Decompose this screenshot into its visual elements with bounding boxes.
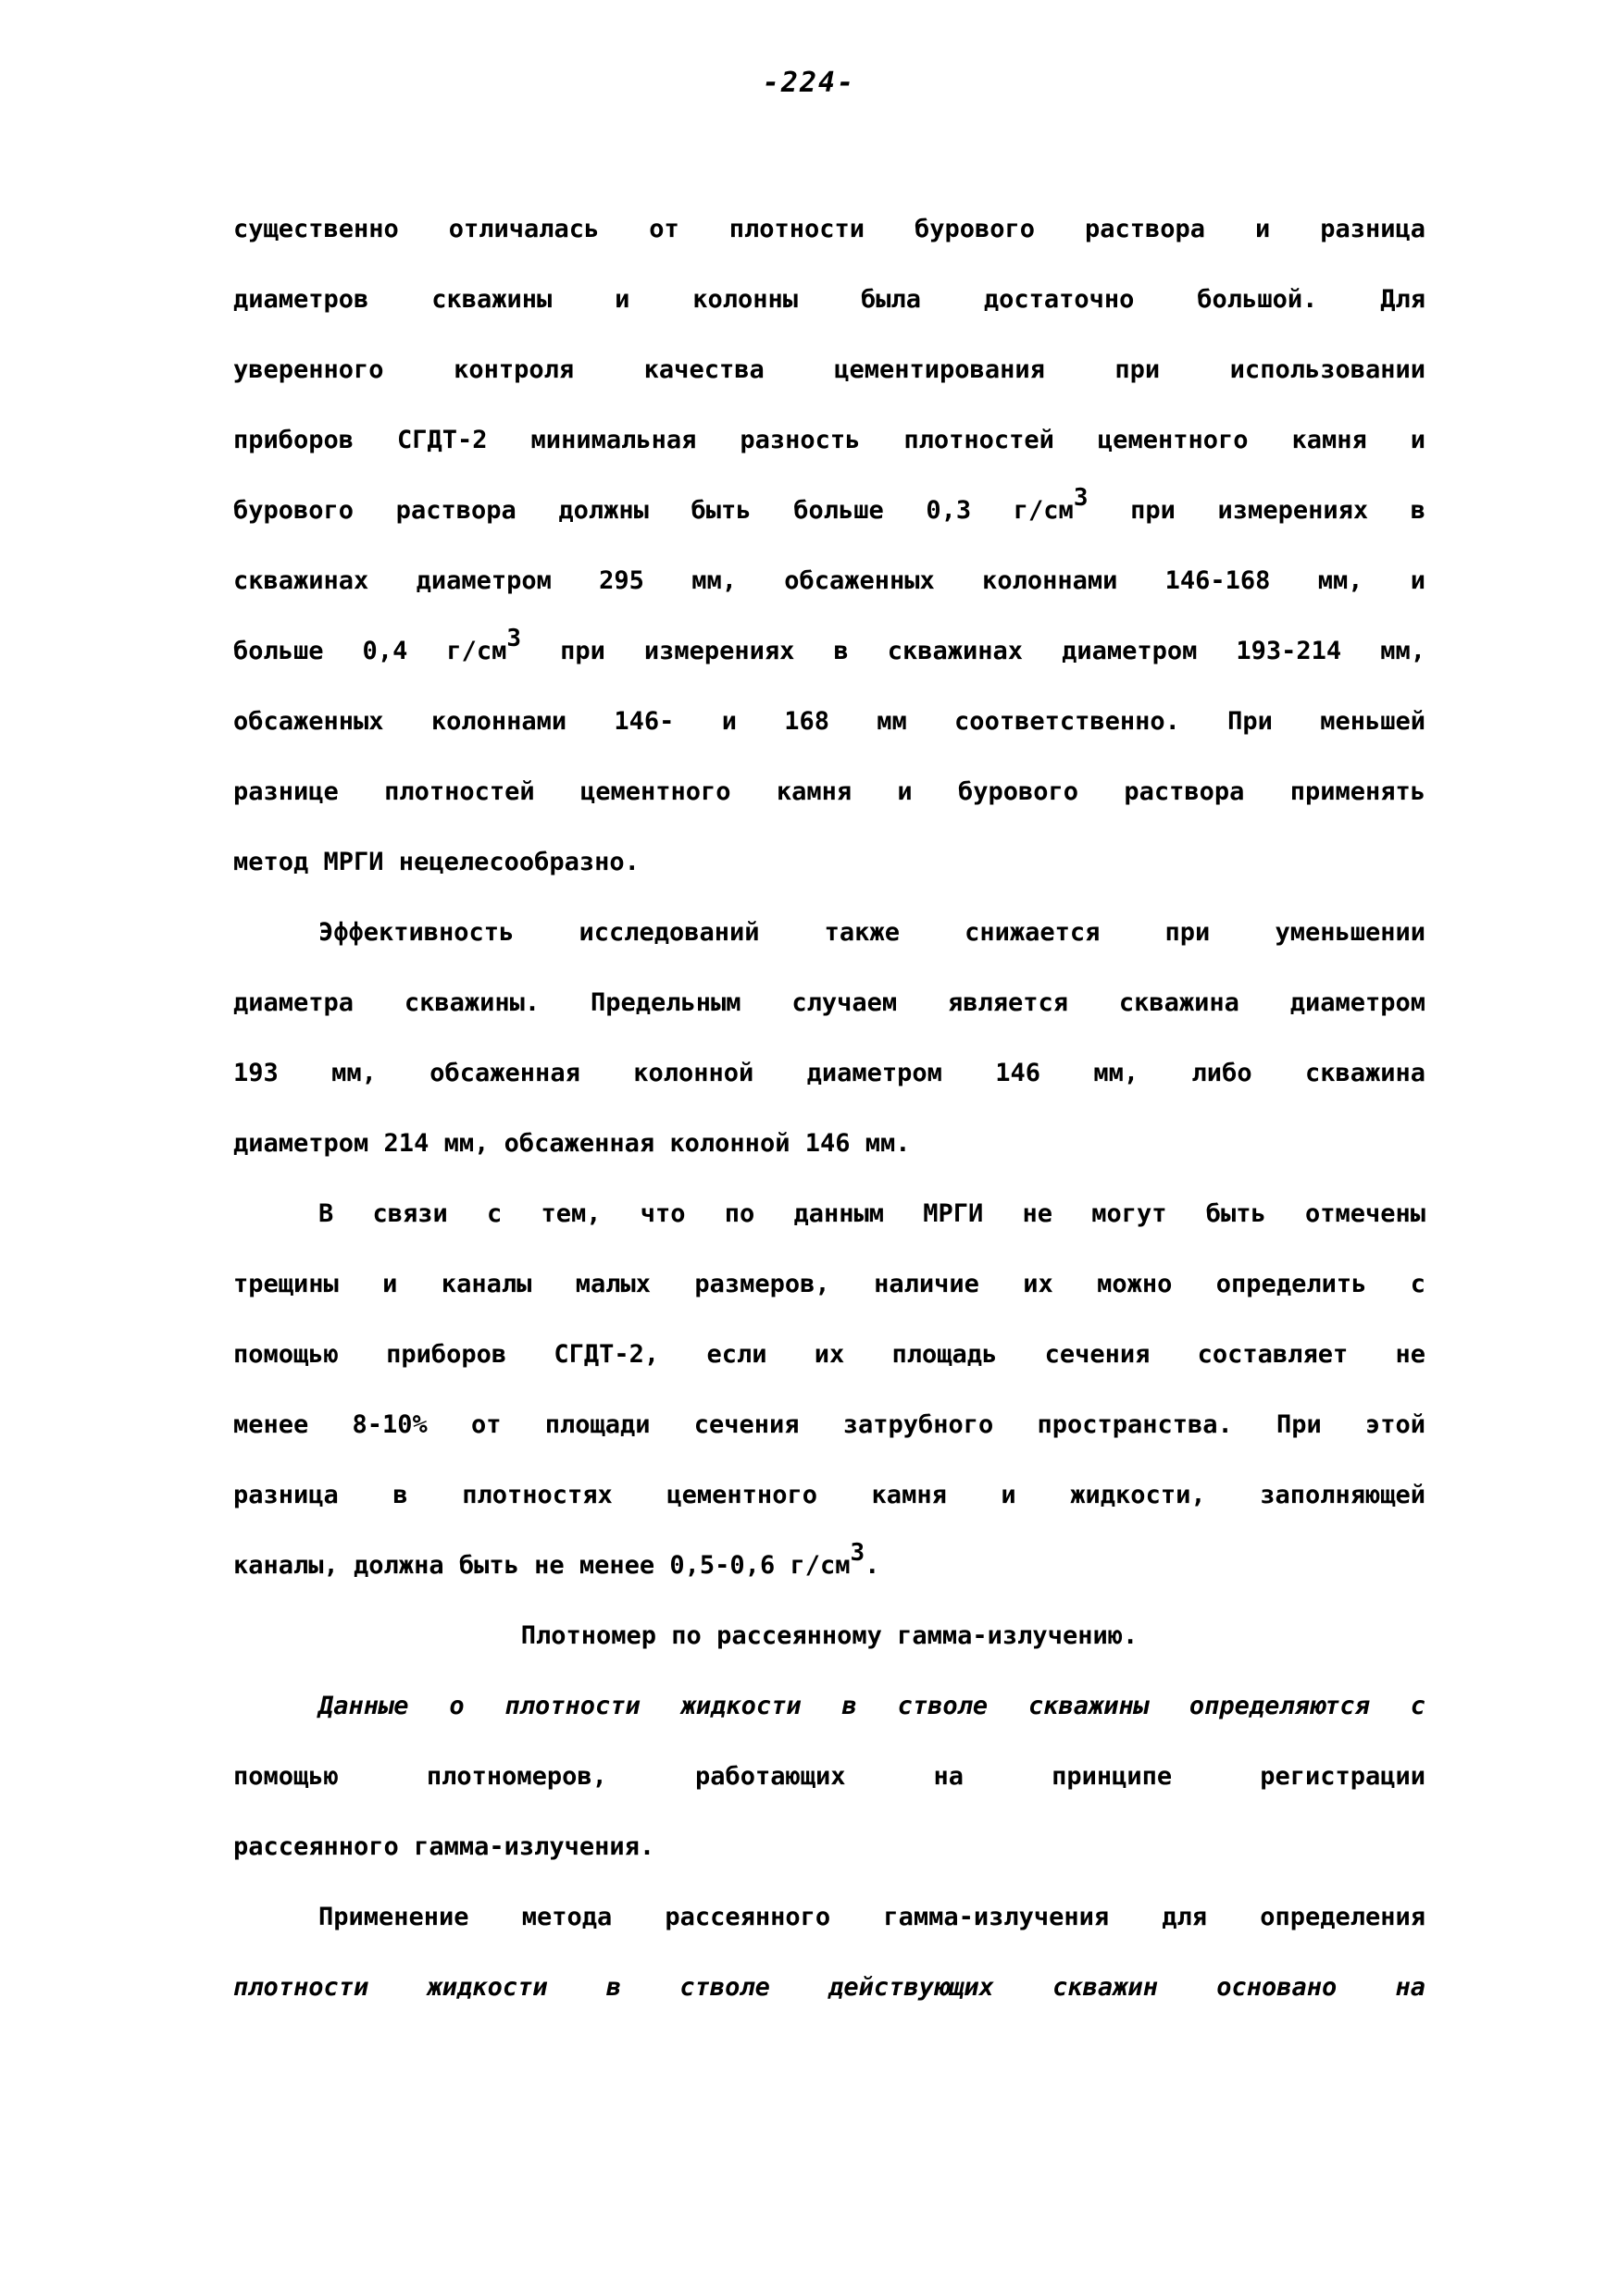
text-line: приборов СГДТ-2 минимальная разность плотностей цементного камня и (233, 426, 1425, 454)
text-line: разнице плотностей цементного камня и бурового раствора применять (233, 777, 1425, 806)
text-line: Эффективность исследований также снижается при уменьшении (318, 918, 1425, 947)
text-line: каналы, должна быть не менее 0,5-0,6 $г/см^3$. (233, 1539, 880, 1580)
text-line: разница в плотностях цементного камня и жидкости, заполняющей (233, 1481, 1425, 1509)
text-line: Применение метода рассеянного гамма-излучения для определения (318, 1903, 1425, 1931)
text-line: бурового раствора должны быть больше 0,3 $г/см^3$ при измерениях в (233, 484, 1426, 525)
text-line: существенно отличалась от плотности бурового раствора и разница (233, 215, 1425, 243)
text-line: рассеянного гамма-излучения. (233, 1832, 655, 1861)
text-line: помощью приборов СГДТ-2, если их площадь сечения составляет не (233, 1340, 1425, 1369)
page-number: -224- (762, 67, 856, 99)
text-line: метод МРГИ нецелесообразно. (233, 848, 640, 876)
text-line: обсаженных колоннами 146- и 168 мм соответственно. При меньшей (233, 707, 1425, 736)
section-heading: Плотномер по рассеянному гамма-излучению. (520, 1621, 1139, 1650)
text-line: Данные о плотности жидкости в стволе скважины определяются с (318, 1692, 1425, 1720)
text-line: менее 8-10% от площади сечения затрубного пространства. При этой (233, 1410, 1425, 1439)
text-line: диаметром 214 мм, обсаженная колонной 146 мм. (233, 1129, 911, 1158)
text-line: уверенного контроля качества цементирования при использовании (233, 355, 1425, 384)
superscript: 3 (1073, 484, 1089, 512)
superscript: 3 (506, 625, 522, 652)
superscript: 3 (850, 1539, 865, 1567)
text-line: 193 мм, обсаженная колонной диаметром 146 мм, либо скважина (233, 1059, 1425, 1087)
text-line: скважинах диаметром 295 мм, обсаженных колоннами 146-168 мм, и (233, 566, 1425, 595)
text-line: В связи с тем, что по данным МРГИ не могут быть отмечены (318, 1199, 1425, 1228)
text-line: трещины и каналы малых размеров, наличие их можно определить с (233, 1270, 1425, 1298)
text-line: диаметра скважины. Предельным случаем является скважина диаметром (233, 988, 1425, 1017)
text-line: больше 0,4 $г/см^3$ при измерениях в скважинах диаметром 193-214 мм, (233, 625, 1425, 665)
text-line: помощью плотномеров, работающих на принципе регистрации (233, 1762, 1425, 1791)
body-text (233, 194, 1425, 2023)
text-line: плотности жидкости в стволе действующих скважин основано на (233, 1973, 1425, 2002)
text-line: диаметров скважины и колонны была достаточно большой. Для (233, 285, 1425, 314)
